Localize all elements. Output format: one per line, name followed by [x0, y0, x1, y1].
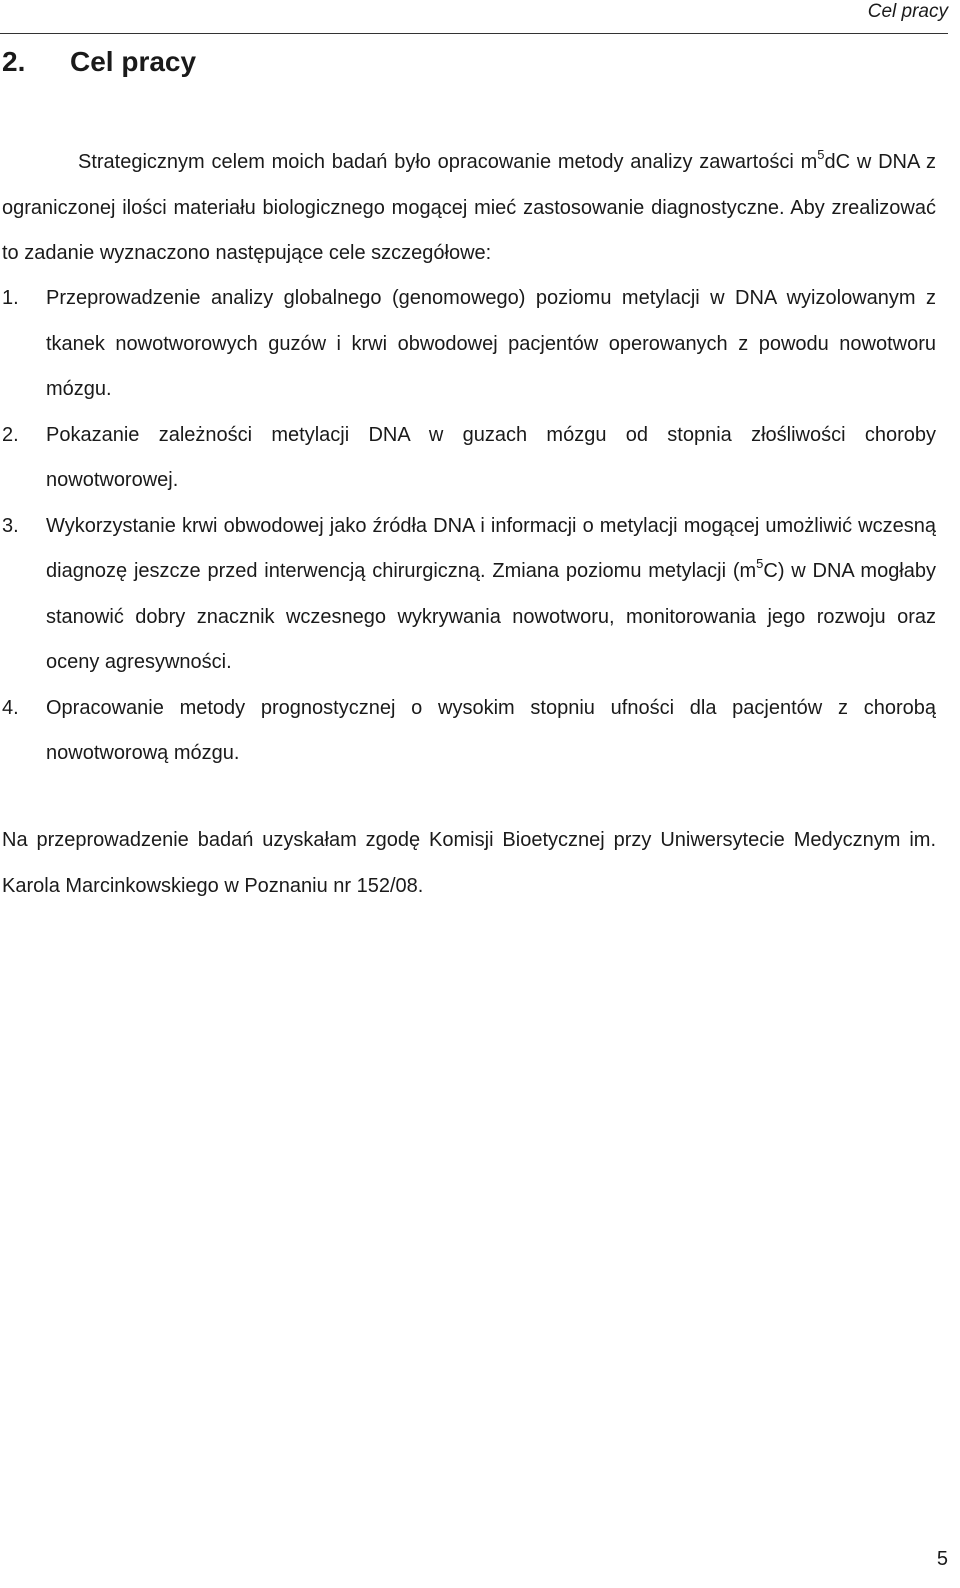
page-number: 5	[936, 1548, 948, 1570]
goal-marker: 4.	[2, 696, 19, 719]
goal-marker: 3.	[2, 514, 19, 537]
goal-text: Opracowanie metody prognostycznej o wysokim stopniu ufności dla pacjentów z chorobą nowotworową mózgu.	[46, 696, 936, 764]
goal-marker: 2.	[2, 423, 19, 446]
intro-superscript: 5	[817, 147, 825, 162]
goal-text: Pokazanie zależności metylacji DNA w guzach mózgu od stopnia złośliwości choroby nowotworowej.	[46, 423, 936, 491]
chapter-number: 2.	[2, 46, 26, 77]
ethics-statement: Na przeprowadzenie badań uzyskałam zgodę Komisji Bioetycznej przy Uniwersytecie Medycznym im. Karola Marcinkowskiego w Poznaniu nr 152/08.	[2, 829, 936, 897]
chapter-title-text: Cel pracy	[70, 46, 197, 77]
chapter-title	[2, 44, 196, 80]
goal-text-part1: Wykorzystanie krwi obwodowej jako źródła DNA i informacji o metylacji mogącej umożliwić wczesną diagnozę jeszcze przed interwencją chirurgiczną. Zmiana poziomu metylacji (m	[46, 514, 936, 582]
header-rule	[0, 33, 948, 34]
goal-marker: 1.	[2, 287, 19, 309]
goal-item-1	[2, 276, 936, 413]
goal-item-2	[2, 413, 936, 504]
intro-text-part2: dC w DNA z ograniczonej ilości materiału biologicznego mogącej mieć zastosowanie diagnostyczne. Aby zrealizować to zadanie wyznaczono następujące cele szczegółowe:	[2, 151, 936, 264]
running-header: Cel pracy	[867, 1, 948, 22]
intro-text-part1: Strategicznym celem moich badań było opracowanie metody analizy zawartości m	[78, 151, 818, 173]
goal-text-part2: C) w DNA mogłaby stanowić dobry znacznik wczesnego wykrywania nowotworu, monitorowania jego rozwoju oraz oceny agresywności.	[46, 560, 937, 673]
goal-item-3	[2, 504, 936, 686]
goal-superscript: 5	[756, 556, 764, 571]
goal-item-4	[2, 686, 936, 777]
intro-paragraph	[2, 140, 936, 277]
goals-list	[2, 276, 936, 777]
goal-text: Przeprowadzenie analizy globalnego (genomowego) poziomu metylacji w DNA wyizolowanym z tkanek nowotworowych guzów i krwi obwodowej pacjentów operowanych z powodu nowotworu mózgu.	[46, 287, 936, 400]
